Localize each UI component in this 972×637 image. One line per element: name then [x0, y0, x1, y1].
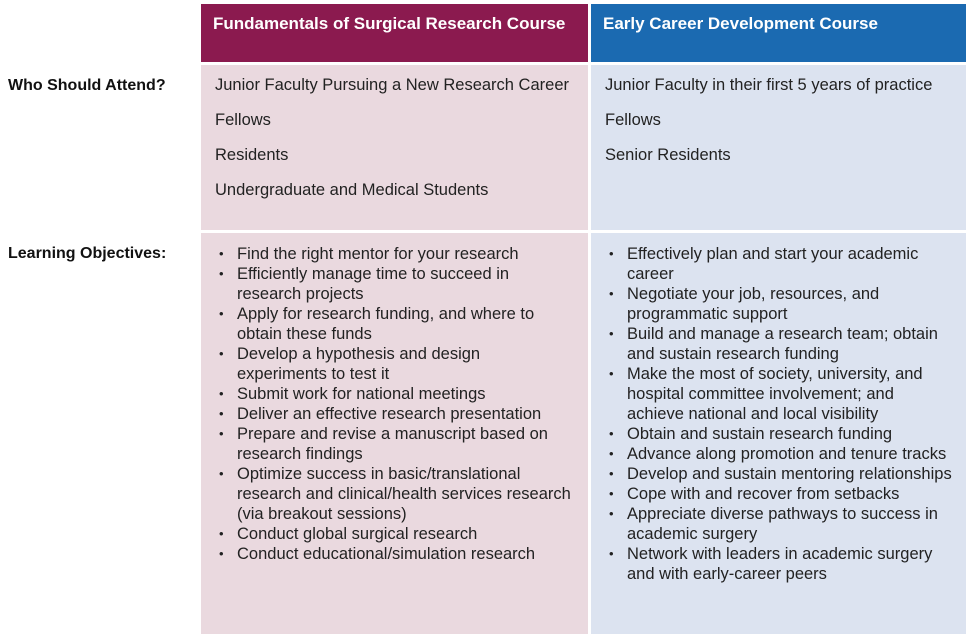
objective-text: Prepare and revise a manuscript based on research findings: [237, 425, 548, 463]
objective-item: [219, 344, 574, 384]
bullet-icon: •: [219, 466, 224, 481]
attendee-item: [215, 75, 574, 95]
cell-who-early-career: [591, 65, 966, 230]
objective-text: Apply for research funding, and where to obtain these funds: [237, 305, 535, 343]
attendee-text: Senior Residents: [605, 146, 731, 164]
objective-text: Advance along promotion and tenure tracks: [627, 445, 947, 463]
attendee-item: [215, 180, 574, 200]
attendee-item: [605, 145, 952, 165]
attendee-list-fundamentals: [201, 65, 588, 200]
attendee-item: [605, 110, 952, 130]
bullet-icon: •: [219, 246, 224, 261]
attendee-text: Residents: [215, 146, 289, 164]
objective-item: [219, 244, 574, 264]
bullet-icon: •: [219, 346, 224, 361]
objective-text: Optimize success in basic/translational research and clinical/health services research (via breakout sessions): [237, 465, 571, 523]
row-label-learning-objectives: Learning Objectives:: [8, 245, 167, 262]
objective-text: Develop and sustain mentoring relationships: [627, 465, 952, 483]
bullet-icon: •: [609, 426, 614, 441]
attendee-list-early-career: [591, 65, 966, 165]
row-label-who-should-attend: Who Should Attend?: [8, 77, 166, 94]
objective-item: [609, 464, 952, 484]
bullet-icon: •: [609, 506, 614, 521]
objective-list-early-career: [591, 233, 966, 584]
header-early-career-development: Early Career Development Course: [591, 4, 966, 62]
cell-objectives-fundamentals: [201, 233, 588, 634]
objective-item: [609, 244, 952, 284]
objective-item: [219, 544, 574, 564]
objective-text: Conduct educational/simulation research: [237, 545, 536, 563]
attendee-item: [605, 75, 952, 95]
objective-item: [219, 404, 574, 424]
header-fundamentals-surgical-research: Fundamentals of Surgical Research Course: [201, 4, 588, 62]
bullet-icon: •: [219, 266, 224, 281]
objective-item: [609, 364, 952, 424]
bullet-icon: •: [609, 286, 614, 301]
bullet-icon: •: [609, 366, 614, 381]
objective-text: Effectively plan and start your academic career: [627, 245, 919, 283]
bullet-icon: •: [219, 306, 224, 321]
attendee-text: Junior Faculty in their first 5 years of practice: [605, 76, 933, 94]
objective-text: Make the most of society, university, and hospital committee involvement; and achieve national and local visibility: [627, 365, 923, 423]
bullet-icon: •: [219, 386, 224, 401]
bullet-icon: •: [219, 546, 224, 561]
objective-text: Conduct global surgical research: [237, 525, 478, 543]
objective-text: Cope with and recover from setbacks: [627, 485, 900, 503]
objective-text: Build and manage a research team; obtain and sustain research funding: [627, 325, 938, 363]
bullet-icon: •: [609, 246, 614, 261]
objective-item: [219, 524, 574, 544]
attendee-text: Fellows: [605, 111, 661, 129]
bullet-icon: •: [219, 426, 224, 441]
objective-item: [219, 464, 574, 524]
objective-item: [609, 324, 952, 364]
objective-text: Develop a hypothesis and design experiments to test it: [237, 345, 481, 383]
objective-item: [609, 504, 952, 544]
objective-item: [219, 384, 574, 404]
objective-item: [219, 264, 574, 304]
objective-item: [609, 444, 952, 464]
bullet-icon: •: [609, 446, 614, 461]
bullet-icon: •: [609, 546, 614, 561]
bullet-icon: •: [609, 326, 614, 341]
objective-item: [609, 544, 952, 584]
objective-text: Obtain and sustain research funding: [627, 425, 893, 443]
bullet-icon: •: [219, 406, 224, 421]
attendee-text: Junior Faculty Pursuing a New Research Career: [215, 76, 569, 94]
objective-item: [609, 284, 952, 324]
objective-text: Negotiate your job, resources, and programmatic support: [627, 285, 880, 323]
objective-item: [219, 304, 574, 344]
objective-text: Efficiently manage time to succeed in research projects: [237, 265, 510, 303]
attendee-item: [215, 110, 574, 130]
attendee-text: Undergraduate and Medical Students: [215, 181, 489, 199]
attendee-item: [215, 145, 574, 165]
bullet-icon: •: [609, 466, 614, 481]
objective-item: [609, 424, 952, 444]
cell-objectives-early-career: [591, 233, 966, 634]
objective-list-fundamentals: [201, 233, 588, 564]
objective-text: Appreciate diverse pathways to success in academic surgery: [627, 505, 938, 543]
bullet-icon: •: [609, 486, 614, 501]
objective-item: [609, 484, 952, 504]
cell-who-fundamentals: [201, 65, 588, 230]
attendee-text: Fellows: [215, 111, 271, 129]
objective-text: Find the right mentor for your research: [237, 245, 519, 263]
objective-item: [219, 424, 574, 464]
objective-text: Submit work for national meetings: [237, 385, 486, 403]
objective-text: Deliver an effective research presentation: [237, 405, 542, 423]
objective-text: Network with leaders in academic surgery and with early-career peers: [627, 545, 933, 583]
bullet-icon: •: [219, 526, 224, 541]
